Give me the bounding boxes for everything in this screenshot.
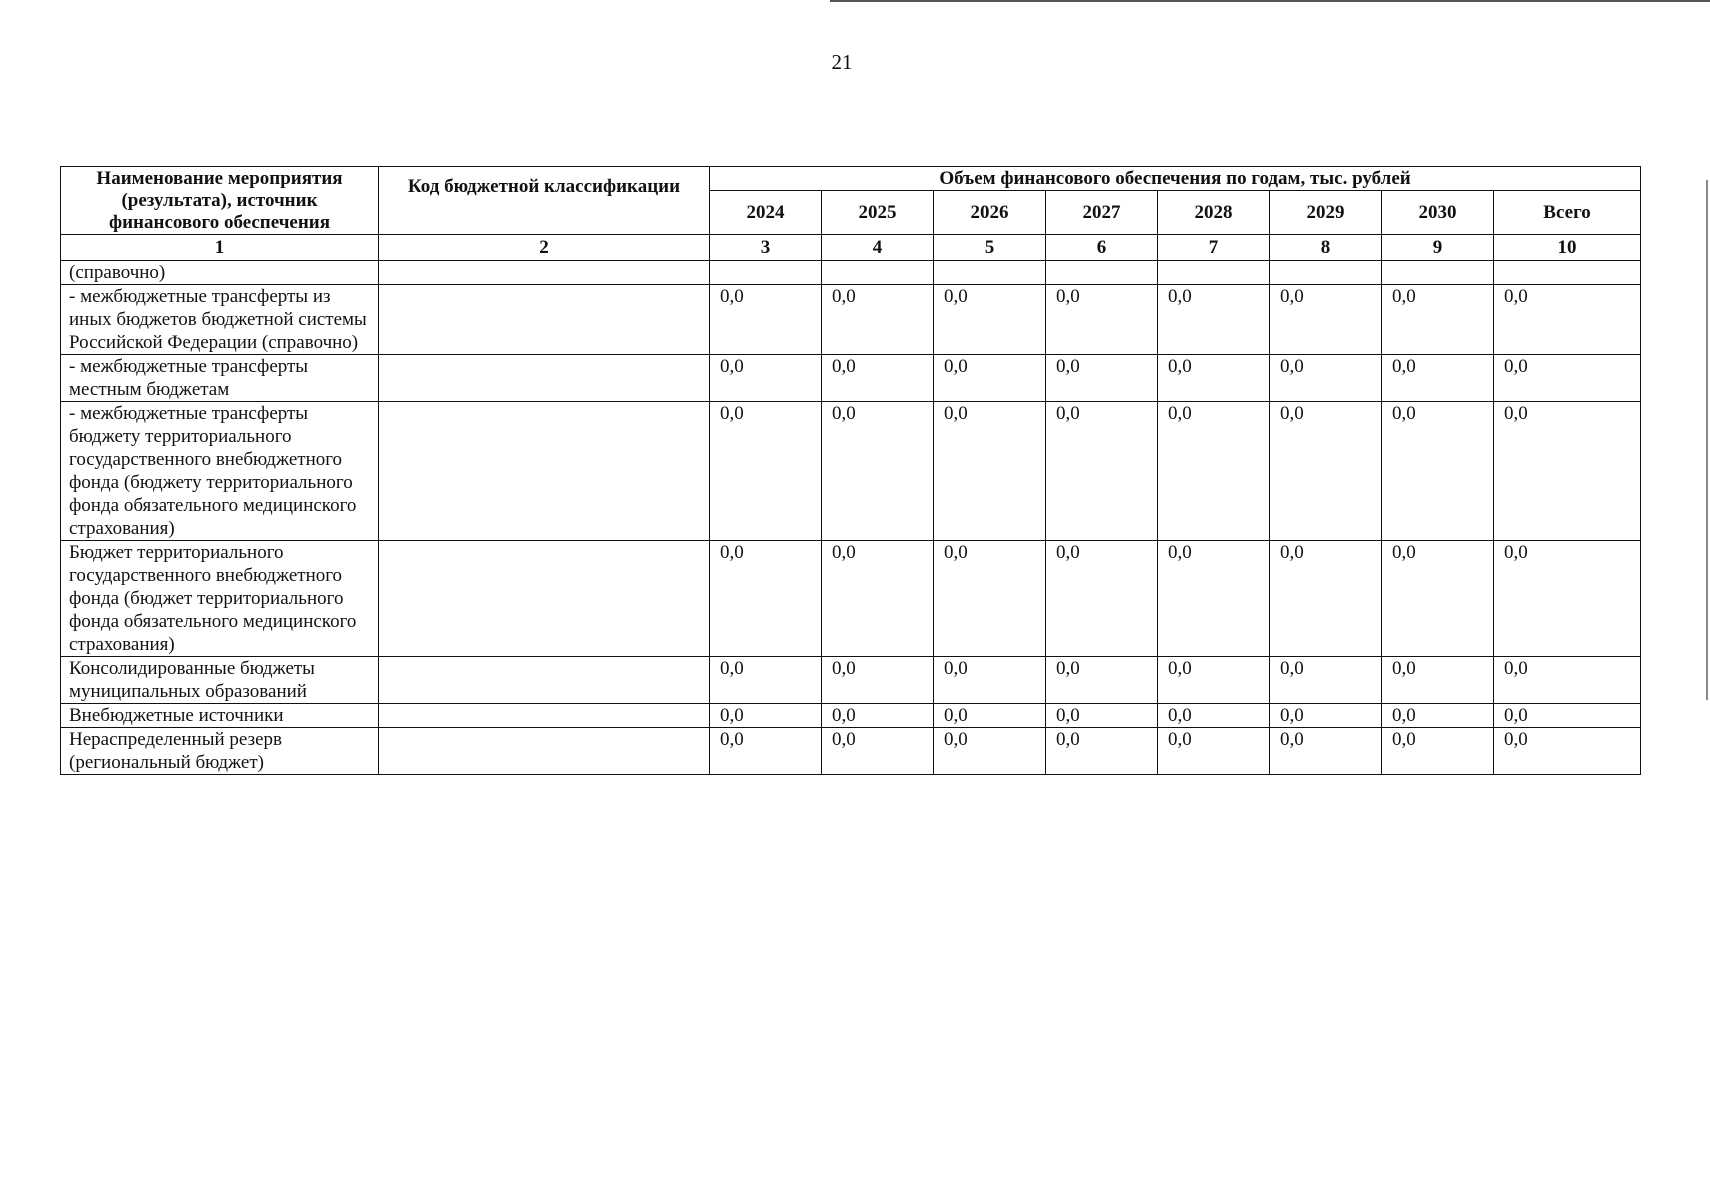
value-cell: 0,0 xyxy=(710,541,822,657)
value-cell xyxy=(822,261,934,285)
row-label: Внебюджетные источники xyxy=(61,704,379,728)
header-year: 2026 xyxy=(934,191,1046,235)
value-cell: 0,0 xyxy=(1046,541,1158,657)
value-cell-total: 0,0 xyxy=(1494,728,1641,775)
row-label: - межбюджетные трансферты местным бюджетам xyxy=(61,355,379,402)
financing-table xyxy=(60,166,1641,775)
value-cell: 0,0 xyxy=(1270,355,1382,402)
value-cell: 0,0 xyxy=(822,355,934,402)
value-cell: 0,0 xyxy=(710,728,822,775)
column-number: 3 xyxy=(710,235,822,261)
header-year: 2028 xyxy=(1158,191,1270,235)
value-cell: 0,0 xyxy=(1158,657,1270,704)
value-cell: 0,0 xyxy=(934,285,1046,355)
value-cell: 0,0 xyxy=(934,541,1046,657)
value-cell: 0,0 xyxy=(710,704,822,728)
value-cell: 0,0 xyxy=(1046,657,1158,704)
value-cell-total: 0,0 xyxy=(1494,541,1641,657)
table-row xyxy=(61,402,1641,541)
value-cell-total: 0,0 xyxy=(1494,657,1641,704)
value-cell: 0,0 xyxy=(1158,285,1270,355)
row-code xyxy=(379,728,710,775)
header-code-column: Код бюджетной классификации xyxy=(379,167,710,235)
value-cell: 0,0 xyxy=(1158,704,1270,728)
value-cell: 0,0 xyxy=(1382,541,1494,657)
value-cell xyxy=(1270,261,1382,285)
value-cell xyxy=(1158,261,1270,285)
value-cell: 0,0 xyxy=(1270,402,1382,541)
value-cell: 0,0 xyxy=(1046,285,1158,355)
value-cell: 0,0 xyxy=(934,657,1046,704)
value-cell: 0,0 xyxy=(822,728,934,775)
value-cell: 0,0 xyxy=(1158,355,1270,402)
column-number: 10 xyxy=(1494,235,1641,261)
page-number: 21 xyxy=(831,50,853,74)
value-cell: 0,0 xyxy=(1382,657,1494,704)
table-row xyxy=(61,285,1641,355)
row-label: Консолидированные бюджеты муниципальных образований xyxy=(61,657,379,704)
table-row xyxy=(61,657,1641,704)
header-year: 2024 xyxy=(710,191,822,235)
value-cell: 0,0 xyxy=(822,541,934,657)
header-year: 2030 xyxy=(1382,191,1494,235)
row-code xyxy=(379,355,710,402)
column-number: 4 xyxy=(822,235,934,261)
value-cell-total: 0,0 xyxy=(1494,402,1641,541)
value-cell: 0,0 xyxy=(710,285,822,355)
row-code xyxy=(379,704,710,728)
row-label: Нераспределенный резерв (региональный бюджет) xyxy=(61,728,379,775)
row-code xyxy=(379,541,710,657)
row-code xyxy=(379,402,710,541)
value-cell: 0,0 xyxy=(1270,704,1382,728)
column-number: 9 xyxy=(1382,235,1494,261)
table-row xyxy=(61,704,1641,728)
row-label: - межбюджетные трансферты из иных бюджетов бюджетной системы Российской Федерации (справочно) xyxy=(61,285,379,355)
row-label: (справочно) xyxy=(61,261,379,285)
table-row xyxy=(61,728,1641,775)
column-number: 6 xyxy=(1046,235,1158,261)
header-year: 2029 xyxy=(1270,191,1382,235)
column-number: 8 xyxy=(1270,235,1382,261)
value-cell xyxy=(1046,261,1158,285)
value-cell-total: 0,0 xyxy=(1494,355,1641,402)
scan-edge-line-right xyxy=(1706,180,1708,700)
column-number: 5 xyxy=(934,235,1046,261)
header-year: 2027 xyxy=(1046,191,1158,235)
value-cell: 0,0 xyxy=(1046,704,1158,728)
value-cell: 0,0 xyxy=(934,704,1046,728)
value-cell: 0,0 xyxy=(710,355,822,402)
value-cell-total: 0,0 xyxy=(1494,285,1641,355)
value-cell-total xyxy=(1494,261,1641,285)
value-cell: 0,0 xyxy=(1270,285,1382,355)
value-cell: 0,0 xyxy=(710,657,822,704)
scan-edge-line xyxy=(830,0,1710,2)
value-cell xyxy=(710,261,822,285)
value-cell xyxy=(934,261,1046,285)
table-row xyxy=(61,261,1641,285)
value-cell: 0,0 xyxy=(1046,355,1158,402)
row-code xyxy=(379,657,710,704)
row-code xyxy=(379,285,710,355)
row-code xyxy=(379,261,710,285)
value-cell xyxy=(1382,261,1494,285)
value-cell: 0,0 xyxy=(1158,402,1270,541)
value-cell: 0,0 xyxy=(1046,728,1158,775)
header-volume-group: Объем финансового обеспечения по годам, тыс. рублей xyxy=(710,167,1641,191)
value-cell: 0,0 xyxy=(1270,657,1382,704)
value-cell: 0,0 xyxy=(1382,355,1494,402)
value-cell: 0,0 xyxy=(822,657,934,704)
value-cell: 0,0 xyxy=(1382,704,1494,728)
value-cell: 0,0 xyxy=(934,728,1046,775)
value-cell: 0,0 xyxy=(1270,728,1382,775)
header-year: 2025 xyxy=(822,191,934,235)
table-row xyxy=(61,541,1641,657)
value-cell: 0,0 xyxy=(1382,402,1494,541)
header-total: Всего xyxy=(1494,191,1641,235)
row-label: Бюджет территориального государственного внебюджетного фонда (бюджет территориального фонда обязательного медицинского страхования) xyxy=(61,541,379,657)
value-cell: 0,0 xyxy=(1382,285,1494,355)
value-cell: 0,0 xyxy=(1046,402,1158,541)
row-label: - межбюджетные трансферты бюджету территориального государственного внебюджетного фонда (бюджету территориального фонда обязательного медицинского страхования) xyxy=(61,402,379,541)
header-name-column: Наименование мероприятия (результата), источник финансового обеспечения xyxy=(61,167,379,235)
value-cell: 0,0 xyxy=(822,704,934,728)
value-cell: 0,0 xyxy=(1270,541,1382,657)
value-cell: 0,0 xyxy=(822,285,934,355)
value-cell: 0,0 xyxy=(822,402,934,541)
value-cell: 0,0 xyxy=(710,402,822,541)
column-number: 2 xyxy=(379,235,710,261)
value-cell: 0,0 xyxy=(934,355,1046,402)
value-cell: 0,0 xyxy=(934,402,1046,541)
value-cell-total: 0,0 xyxy=(1494,704,1641,728)
column-number: 1 xyxy=(61,235,379,261)
value-cell: 0,0 xyxy=(1158,728,1270,775)
column-number: 7 xyxy=(1158,235,1270,261)
table-row xyxy=(61,355,1641,402)
value-cell: 0,0 xyxy=(1382,728,1494,775)
value-cell: 0,0 xyxy=(1158,541,1270,657)
